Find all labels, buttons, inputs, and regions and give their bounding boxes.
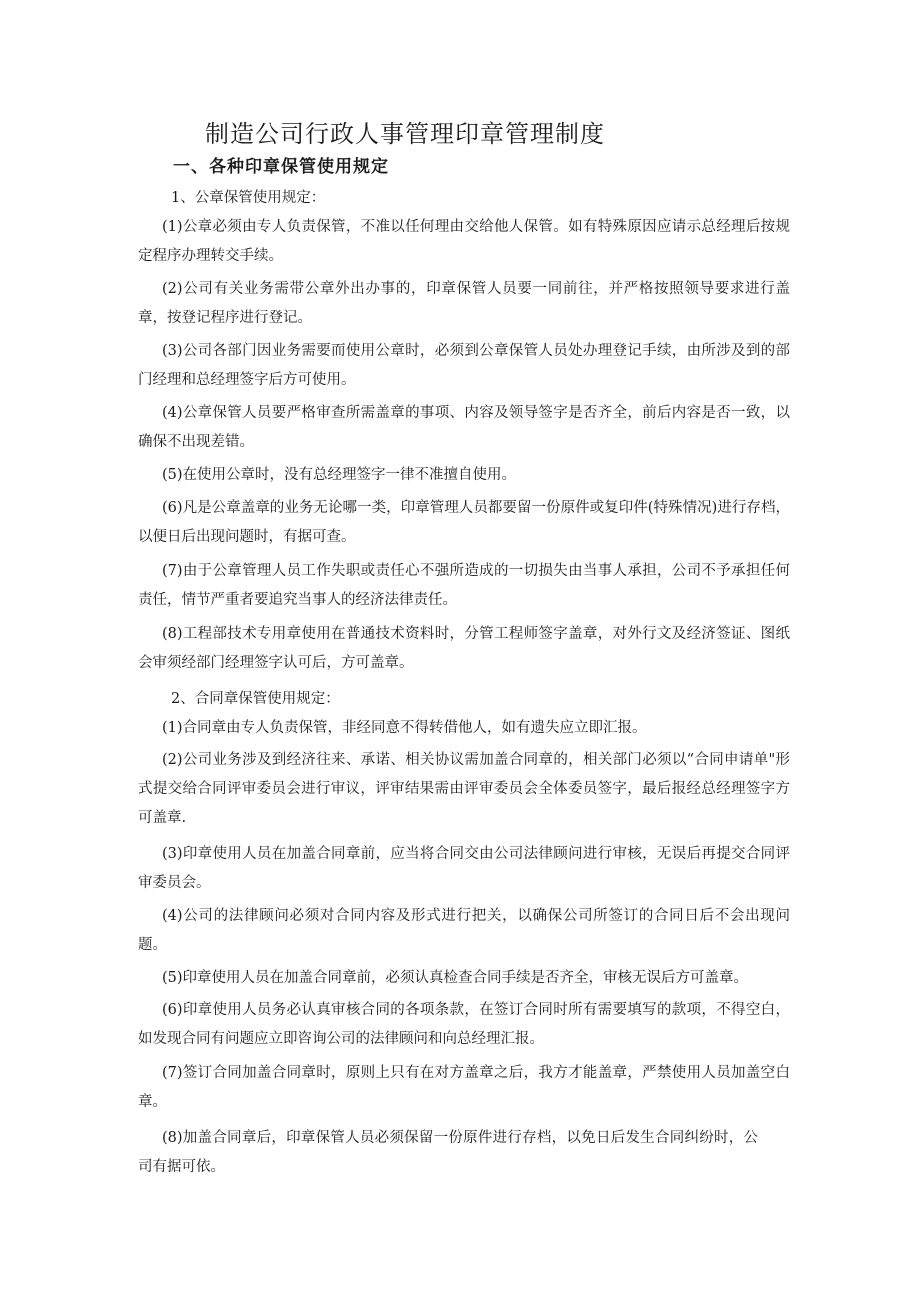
subsection-heading-official-seal: 1、公章保管使用规定：: [171, 190, 326, 206]
paragraph-contract-seal-1: (1)合同章由专人负责保管，非经同意不得转借他人，如有遗失应立即汇报。: [162, 720, 647, 736]
paragraph-contract-seal-4: (4)公司的法律顾问必须对合同内容及形式进行把关，以确保公司所签订的合同日后不会出现问题。: [138, 908, 790, 953]
subsection-heading-contract-seal: 2、合同章保管使用规定：: [171, 691, 340, 707]
paragraph-official-seal-1: (1)公章必须由专人负责保管，不准以任何理由交给他人保管。如有特殊原因应请示总经理后按规定程序办理转交手续。: [138, 219, 790, 264]
section-heading: 一、各种印章保管使用规定: [173, 157, 389, 177]
paragraph-official-seal-7: (7)由于公章管理人员工作失职或责任心不强所造成的一切损失由当事人承担，公司不予承担任何责任，情节严重者要追究当事人的经济法律责任。: [138, 563, 790, 608]
paragraph-official-seal-2: (2)公司有关业务需带公章外出办事的，印章保管人员要一同前往，并严格按照领导要求进行盖章，按登记程序进行登记。: [138, 281, 790, 326]
document-title: 制造公司行政人事管理印章管理制度: [205, 120, 605, 148]
paragraph-official-seal-4: (4)公章保管人员要严格审查所需盖章的事项、内容及领导签字是否齐全，前后内容是否一致，以确保不出现差错。: [138, 405, 790, 450]
paragraph-contract-seal-2: (2)公司业务涉及到经济往来、承诺、相关协议需加盖合同章的，相关部门必须以“合同申请单"形式提交给合同评审委员会进行审议，评审结果需由评审委员会全体委员签字，最后报经总经理签字方可盖章.: [138, 752, 790, 826]
paragraph-official-seal-5: (5)在使用公章时，没有总经理签字一律不准擅自使用。: [162, 467, 517, 483]
paragraph-contract-seal-3: (3)印章使用人员在加盖合同章前，应当将合同交由公司法律顾问进行审核，无误后再提交合同评审委员会。: [138, 846, 790, 891]
paragraph-official-seal-3: (3)公司各部门因业务需要而使用公章时，必须到公章保管人员处办理登记手续，由所涉及到的部门经理和总经理签字后方可使用。: [138, 343, 790, 388]
paragraph-contract-seal-6: (6)印章使用人员务必认真审核合同的各项条款，在签订合同时所有需要填写的款项，不得空白，如发现合同有问题应立即咨询公司的法律顾问和向总经理汇报。: [138, 1002, 790, 1047]
paragraph-official-seal-8: (8)工程部技术专用章使用在普通技术资料时，分管工程师签字盖章，对外行文及经济签证、图纸会审须经部门经理签字认可后，方可盖章。: [138, 626, 790, 671]
paragraph-official-seal-6: (6)凡是公章盖章的业务无论哪一类，印章管理人员都要留一份原件或复印件(特殊情况)进行存档，以便日后出现问题时，有据可查。: [138, 500, 790, 545]
paragraph-contract-seal-7: (7)签订合同加盖合同章时，原则上只有在对方盖章之后，我方才能盖章，严禁使用人员加盖空白章。: [138, 1065, 790, 1110]
paragraph-contract-seal-5: (5)印章使用人员在加盖合同章前，必须认真检查合同手续是否齐全，审核无误后方可盖章。: [162, 970, 749, 986]
paragraph-contract-seal-8: (8)加盖合同章后，印章保管人员必须保留一份原件进行存档，以免日后发生合同纠纷时，公司有据可依。: [138, 1130, 758, 1175]
